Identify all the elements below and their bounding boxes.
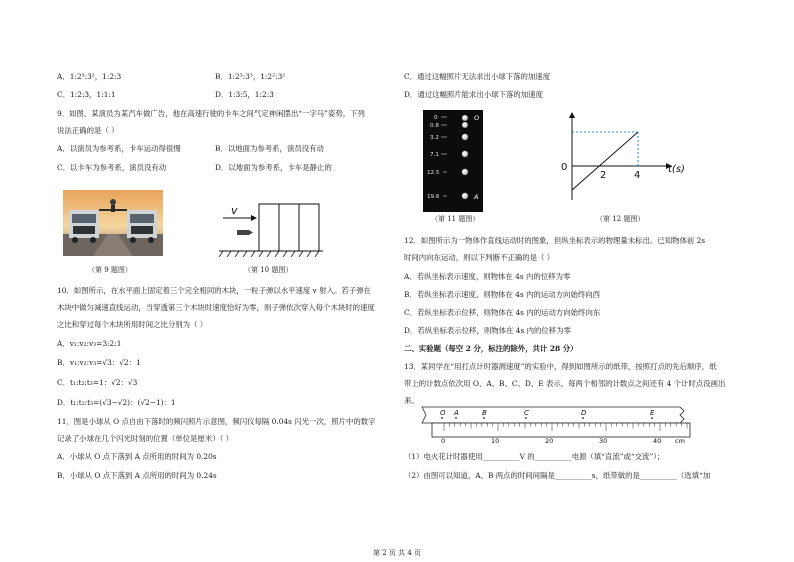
section-2-heading: 二、实验题（每空 2 分，标注的除外，共计 28 分） xyxy=(404,344,578,353)
fig12-caption: （第 12 题图） xyxy=(596,215,645,223)
tape-letter-o: O xyxy=(440,409,446,417)
fig11-label-19-6: 19.6 xyxy=(427,194,440,200)
q10-stem-line3: 之比和穿过每个木块所用时间之比分别为（ ） xyxy=(57,320,208,329)
q11-stem-line1: 11．图是小球从 O 点自由下落时的频闪照片示意图，频闪仪每隔 0.04s 闪光一次，照片中的数字 xyxy=(57,417,376,426)
fig11-label-7-1: 7.1 xyxy=(430,152,439,158)
page-footer: 第 2 页 共 4 页 xyxy=(372,549,422,557)
q12-stem-line1: 12．如图所示为一物体作直线运动时的图象，但纵坐标表示的物理量未标出。已知物体前 2s xyxy=(404,236,706,245)
q11-stem-line2: 记录了小球在几个闪光时刻的位置（单位是厘米）（ ） xyxy=(57,434,234,443)
q9-option-b: B．以地面为参考系，演员没有动 xyxy=(215,144,324,153)
fig9-caption: （第 9 题图） xyxy=(88,266,132,274)
q13-part1: （1）电火花计时器使用__________V 的__________电源（填“直流”或“交流”）； xyxy=(404,452,665,461)
q13-stem-line1: 13．某同学在“用打点计时器测速度”的实验中，得到如图所示的纸带，按照打点的先后顺序，纸 xyxy=(404,362,717,371)
fig11-letter-o: O xyxy=(474,114,480,122)
fig12-tick-4: 4 xyxy=(634,170,641,181)
q12-stem-line2: 时间内向东运动，则以下判断不正确的是（ ） xyxy=(404,253,555,262)
q10-option-c: C．t₁:t₂:t₃=1：√2：√3 xyxy=(57,378,138,387)
q13-tape-ruler xyxy=(418,403,696,445)
q11-option-b: B．小球从 O 点下落到 A 点所用的时间为 0.24s xyxy=(57,471,217,480)
q13-stem-line3: 来。 xyxy=(404,396,419,405)
tape-letter-b: B xyxy=(482,409,487,417)
fig9-truck-photo xyxy=(63,190,163,256)
tape-letter-d: D xyxy=(581,409,587,417)
fig12-axis-label: t(s) xyxy=(668,164,685,175)
fig11-caption: （第 11 题图） xyxy=(431,215,480,223)
fig10-v-label: v xyxy=(231,204,238,217)
fig10-caption: （第 10 题图） xyxy=(244,266,293,274)
q12-option-c: C．若纵坐标表示位移，则物体在 4s 内的运动方向始终向东 xyxy=(404,308,601,317)
q10-stem-line2: 木块中做匀减速直线运动，当穿透第三个木块时速度恰好为零，则子弹依次穿入每个木块时的速度 xyxy=(57,303,375,312)
fig12-origin-label: 0 xyxy=(561,162,568,173)
q11-option-c: C．通过这幅照片无法求出小球下落的加速度 xyxy=(404,72,551,81)
q9-stem-line2: 说法正确的是（ ） xyxy=(57,126,119,135)
q9-option-c: C．以卡车为参考系，演员没有动 xyxy=(57,163,167,172)
q8-option-c: C．1:2:3，1:1:1 xyxy=(57,90,116,99)
q13-stem-line2: 带上的计数点依次用 O、A、B、C、D、E 表示，每两个相邻的计数点之间还有 4 个计时点没画出 xyxy=(404,379,726,388)
q10-stem-line1: 10．如图所示，在水平面上固定着三个完全相同的木块，一粒子弹以水平速度 v 射入。若子弹在 xyxy=(57,286,371,295)
fig11-letter-a: A xyxy=(474,193,479,201)
q9-stem-line1: 9．如图，某演员为某汽车做广告，他在高速行驶的卡车之间气定神闲摆出“一字马”姿势，下列 xyxy=(57,109,365,118)
fig11-label-0: 0 xyxy=(434,115,438,121)
ruler-tick-10: 10 xyxy=(491,437,500,445)
tape-letter-e: E xyxy=(650,409,655,417)
ruler-tick-0: 0 xyxy=(441,437,446,445)
fig11-label-12-5: 12.5 xyxy=(427,170,440,176)
q13-part2: （2）由图可以知道，A、B 两点的时间间隔是__________s，纸带做的是__________（选填“加 xyxy=(404,471,711,480)
fig12-tick-2: 2 xyxy=(600,170,607,181)
ruler-tick-40: 40 xyxy=(653,437,662,445)
q11-option-a: A．小球从 O 点下落到 A 点所用的时间为 0.20s xyxy=(57,452,217,461)
ruler-tick-30: 30 xyxy=(599,437,608,445)
fig11-label-3-2: 3.2 xyxy=(430,135,439,141)
q8-option-a: A．1:2³:3²，1:2:3 xyxy=(57,72,122,81)
q10-option-a: A．v₁:v₂:v₃=3:2:1 xyxy=(57,339,122,348)
tape-letter-a: A xyxy=(454,409,459,417)
fig11-strobe-photo xyxy=(423,110,483,212)
ruler-unit: cm xyxy=(675,437,685,445)
tape-letter-c: C xyxy=(524,409,529,417)
q9-option-a: A．以演员为参考系，卡车运动得很慢 xyxy=(57,144,181,153)
q8-option-d: D．1:3:5，1:2:3 xyxy=(215,90,274,99)
q12-option-b: B．若纵坐标表示速度，则物体在 4s 内的运动方向始终向西 xyxy=(404,290,601,299)
q12-option-a: A．若纵坐标表示速度，则物体在 4s 内的位移为零 xyxy=(404,272,571,281)
q12-option-d: D．若纵坐标表示位移，则物体在 4s 内的位移为零 xyxy=(404,326,571,335)
fig12-graph xyxy=(558,110,690,210)
q11-option-d: D．通过这幅照片能求出小球下落的加速度 xyxy=(404,90,543,99)
q10-option-d: D．t₁:t₂:t₃=(√3−√2)：(√2−1)：1 xyxy=(57,398,176,407)
fig10-bullet-blocks-diagram xyxy=(215,196,325,260)
q10-option-b: B．v₁:v₂:v₃=√3：√2：1 xyxy=(57,358,141,367)
q8-option-b: B．1:2³:3³，1:2²:3² xyxy=(215,72,286,81)
ruler-tick-20: 20 xyxy=(545,437,554,445)
q9-option-d: D．以地面为参考系，卡车是静止的 xyxy=(215,163,332,172)
fig11-label-0-8: 0.8 xyxy=(430,123,439,129)
